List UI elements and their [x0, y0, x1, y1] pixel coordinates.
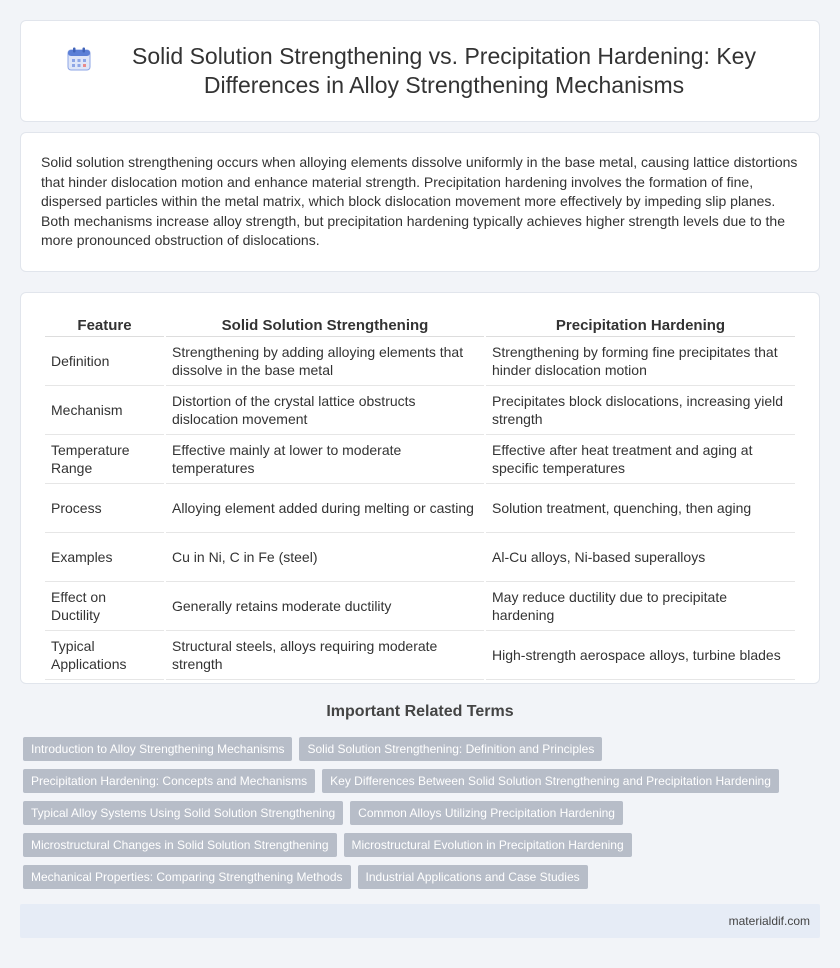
table-row — [45, 533, 795, 582]
related-terms-list — [23, 737, 813, 897]
related-term-tag[interactable]: Key Differences Between Solid Solution Strengthening and Precipitation Hardening — [322, 769, 779, 793]
feature-cell: Process — [45, 484, 164, 533]
table-row — [45, 386, 795, 435]
related-terms-title: Important Related Terms — [326, 703, 514, 720]
solid-solution-cell: Structural steels, alloys requiring moderate strength — [166, 631, 484, 680]
related-term-tag[interactable]: Mechanical Properties: Comparing Strengthening Methods — [23, 865, 351, 889]
feature-cell: Typical Applications — [45, 631, 164, 680]
precipitation-cell: Precipitates block dislocations, increasing yield strength — [486, 386, 795, 435]
header-precipitation: Precipitation Hardening — [486, 313, 795, 337]
precipitation-cell: Strengthening by forming fine precipitates that hinder dislocation motion — [486, 337, 795, 386]
feature-cell: Temperature Range — [45, 435, 164, 484]
precipitation-cell: Al-Cu alloys, Ni-based superalloys — [486, 533, 795, 582]
header-feature: Feature — [45, 313, 164, 337]
tag-row — [23, 865, 813, 889]
table-row — [45, 337, 795, 386]
intro-card — [20, 132, 820, 272]
comparison-table-card — [20, 292, 820, 684]
table-row — [45, 582, 795, 631]
related-term-tag[interactable]: Introduction to Alloy Strengthening Mechanisms — [23, 737, 292, 761]
tag-row — [23, 833, 813, 857]
feature-cell: Definition — [45, 337, 164, 386]
solid-solution-cell: Alloying element added during melting or casting — [166, 484, 484, 533]
intro-paragraph: Solid solution strengthening occurs when alloying elements dissolve uniformly in the base metal, causing lattice distortions that hinder dislocation motion and enhance material strength. Precipitation hardening involves the formation of fine, dispersed particles within the metal matrix, which block dislocation movement more effectively by impeding slip planes. Both mechanisms increase alloy strength, but precipitation hardening typically achieves higher strength levels due to the more pronounced obstruction of dislocations. — [41, 154, 798, 248]
table-header-row — [45, 313, 795, 337]
tag-row — [23, 769, 813, 793]
related-term-tag[interactable]: Industrial Applications and Case Studies — [358, 865, 588, 889]
feature-cell: Effect on Ductility — [45, 582, 164, 631]
tag-row — [23, 801, 813, 825]
related-term-tag[interactable]: Typical Alloy Systems Using Solid Solution Strengthening — [23, 801, 343, 825]
calendar-icon — [66, 46, 92, 72]
title-card — [20, 20, 820, 122]
related-term-tag[interactable]: Solid Solution Strengthening: Definition and Principles — [299, 737, 602, 761]
solid-solution-cell: Distortion of the crystal lattice obstructs dislocation movement — [166, 386, 484, 435]
precipitation-cell: May reduce ductility due to precipitate hardening — [486, 582, 795, 631]
related-term-tag[interactable]: Microstructural Changes in Solid Solution Strengthening — [23, 833, 337, 857]
solid-solution-cell: Generally retains moderate ductility — [166, 582, 484, 631]
feature-cell: Examples — [45, 533, 164, 582]
site-name[interactable]: materialdif.com — [728, 914, 810, 928]
solid-solution-cell: Effective mainly at lower to moderate temperatures — [166, 435, 484, 484]
precipitation-cell: High-strength aerospace alloys, turbine blades — [486, 631, 795, 680]
table-row — [45, 484, 795, 533]
table-row — [45, 631, 795, 680]
table-row — [45, 435, 795, 484]
comparison-table — [43, 313, 797, 680]
feature-cell: Mechanism — [45, 386, 164, 435]
footer — [20, 904, 820, 938]
related-term-tag[interactable]: Common Alloys Utilizing Precipitation Hardening — [350, 801, 623, 825]
solid-solution-cell: Cu in Ni, C in Fe (steel) — [166, 533, 484, 582]
tag-row — [23, 737, 813, 761]
related-term-tag[interactable]: Microstructural Evolution in Precipitation Hardening — [344, 833, 632, 857]
solid-solution-cell: Strengthening by adding alloying elements that dissolve in the base metal — [166, 337, 484, 386]
precipitation-cell: Solution treatment, quenching, then aging — [486, 484, 795, 533]
header-solid-solution: Solid Solution Strengthening — [166, 313, 484, 337]
related-term-tag[interactable]: Precipitation Hardening: Concepts and Mechanisms — [23, 769, 315, 793]
page-title: Solid Solution Strengthening vs. Precipitation Hardening: Key Differences in Alloy Strengthening Mechanisms — [132, 43, 756, 98]
precipitation-cell: Effective after heat treatment and aging at specific temperatures — [486, 435, 795, 484]
